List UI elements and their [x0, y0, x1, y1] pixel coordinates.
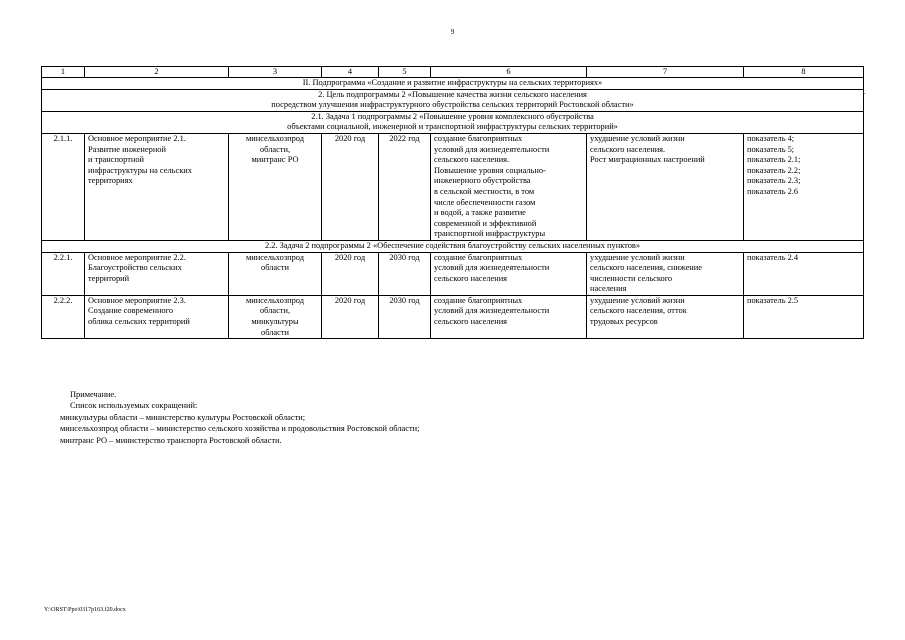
- task2-row: [42, 240, 864, 252]
- text-line: условий для жизнедеятельности: [434, 144, 550, 154]
- text-line: области: [261, 263, 289, 273]
- text-line: создание благоприятных: [434, 133, 523, 143]
- text-line: в сельской местности, в том: [434, 186, 535, 196]
- measure-indicators: [744, 133, 864, 240]
- text-line: условий для жизнедеятельности: [434, 306, 550, 316]
- notes-subtitle: Список используемых сокращений:: [70, 401, 198, 411]
- text-line: Благоустройство сельских: [88, 263, 182, 273]
- measures-table: [41, 66, 864, 339]
- text-line: минтранс РО: [251, 155, 299, 165]
- text-line: области,: [259, 144, 291, 154]
- text-line: создание благоприятных: [434, 295, 523, 305]
- col-number: 3: [229, 67, 322, 78]
- text-line: показатель 5;: [747, 144, 795, 154]
- section-title-row: [42, 78, 864, 90]
- text-line: Основное мероприятие 2.2.: [88, 252, 186, 262]
- col-number: 4: [322, 67, 379, 78]
- text-line: показатель 2.3;: [747, 176, 801, 186]
- text-line: Повышение уровня социально-: [434, 165, 546, 175]
- task2-title: 2.2. Задача 2 подпрограммы 2 «Обеспечение содействия благоустройству сельских населенных пунктов»: [42, 240, 864, 252]
- notes-block: [60, 389, 419, 446]
- measure-end: 2030 год: [379, 252, 431, 295]
- measure-end: 2030 год: [379, 295, 431, 338]
- measure-indicators: [744, 295, 864, 338]
- text-line: транспортной инфраструктуры: [434, 229, 546, 239]
- file-path: Y:\ORST\Ppo\0317p163.f20.docx: [44, 607, 126, 613]
- measure-name: [85, 133, 229, 240]
- table-row: [42, 252, 864, 295]
- text-line: показатель 2.5: [747, 295, 799, 305]
- text-line: инфраструктуры на сельских: [88, 165, 192, 175]
- text-line: ухудшение условий жизни: [590, 133, 685, 143]
- task1-line: объектами социальной, инженерной и транспортной инфраструктуры сельских территорий»: [287, 122, 618, 132]
- text-line: облика сельских территорий: [88, 317, 190, 327]
- notes-title: Примечание.: [70, 390, 117, 399]
- text-line: инженерного обустройства: [434, 176, 531, 186]
- text-line: Основное мероприятие 2.1.: [88, 133, 186, 143]
- text-line: минкультуры: [251, 317, 299, 327]
- margin-mark: .: [864, 88, 866, 96]
- text-line: и водой, а также развитие: [434, 208, 526, 218]
- goal-row: [42, 89, 864, 111]
- text-line: области,: [259, 306, 291, 316]
- text-line: современной и эффективной: [434, 218, 537, 228]
- measure-result: [431, 295, 587, 338]
- text-line: ухудшение условий жизни: [590, 252, 685, 262]
- text-line: населения: [590, 284, 627, 294]
- measure-number: 2.2.1.: [42, 252, 85, 295]
- text-line: минсельхозпрод: [245, 252, 305, 262]
- text-line: Развитие инженерной: [88, 144, 166, 154]
- notes-item: минтранс РО – министерство транспорта Ростовской области.: [60, 435, 282, 445]
- section-title: II. Подпрограмма «Создание и развитие инфраструктуры на сельских территориях»: [42, 78, 864, 90]
- text-line: сельского населения, отток: [590, 306, 687, 316]
- text-line: численности сельского: [590, 273, 673, 283]
- notes-item: минкультуры области – министерство культуры Ростовской области;: [60, 412, 306, 422]
- table-row: [42, 133, 864, 240]
- col-number: 5: [379, 67, 431, 78]
- page-number: 9: [450, 28, 455, 36]
- measure-result: [431, 252, 587, 295]
- text-line: ухудшение условий жизни: [590, 295, 685, 305]
- text-line: трудовых ресурсов: [590, 317, 658, 327]
- measure-indicators: [744, 252, 864, 295]
- text-line: показатель 2.6: [747, 186, 799, 196]
- measure-number: 2.2.2.: [42, 295, 85, 338]
- text-line: показатель 2.1;: [747, 155, 801, 165]
- col-number: 7: [587, 67, 744, 78]
- measure-start: 2020 год: [322, 295, 379, 338]
- measure-number: 2.1.1.: [42, 133, 85, 240]
- task1-title: [42, 111, 864, 133]
- task1-line: 2.1. Задача 1 подпрограммы 2 «Повышение уровня комплексного обустройства: [311, 111, 594, 121]
- text-line: территориях: [88, 176, 133, 186]
- measure-name: [85, 252, 229, 295]
- text-line: минсельхозпрод: [245, 133, 305, 143]
- text-line: условий для жизнедеятельности: [434, 263, 550, 273]
- measure-consequence: [587, 295, 744, 338]
- task1-row: [42, 111, 864, 133]
- text-line: минсельхозпрод: [245, 295, 305, 305]
- text-line: территорий: [88, 273, 130, 283]
- col-number: 8: [744, 67, 864, 78]
- measure-executor: [229, 133, 322, 240]
- measure-consequence: [587, 252, 744, 295]
- column-numbers-row: [42, 67, 864, 78]
- text-line: создание благоприятных: [434, 252, 523, 262]
- table-row: [42, 295, 864, 338]
- measure-executor: [229, 252, 322, 295]
- col-number: 2: [85, 67, 229, 78]
- text-line: Основное мероприятие 2.3.: [88, 295, 186, 305]
- measure-result: [431, 133, 587, 240]
- notes-item: минсельхозпрод области – министерство сельского хозяйства и продовольствия Ростовской области;: [60, 424, 420, 434]
- text-line: показатель 2.2;: [747, 165, 801, 175]
- text-line: и транспортной: [88, 155, 144, 165]
- measure-start: 2020 год: [322, 133, 379, 240]
- col-number: 1: [42, 67, 85, 78]
- text-line: Создание современного: [88, 306, 174, 316]
- measure-start: 2020 год: [322, 252, 379, 295]
- text-line: показатель 4;: [747, 133, 795, 143]
- text-line: сельского населения: [434, 317, 508, 327]
- text-line: сельского населения.: [590, 144, 666, 154]
- text-line: области: [261, 327, 289, 337]
- col-number: 6: [431, 67, 587, 78]
- measure-consequence: [587, 133, 744, 240]
- measure-end: 2022 год: [379, 133, 431, 240]
- text-line: числе обеспеченности газом: [434, 197, 536, 207]
- goal-line: 2. Цель подпрограммы 2 «Повышение качества жизни сельского населения: [318, 89, 587, 99]
- measure-name: [85, 295, 229, 338]
- measure-executor: [229, 295, 322, 338]
- text-line: Рост миграционных настроений: [590, 155, 705, 165]
- goal-line: посредством улучшения инфраструктурного обустройства сельских территорий Ростовской области»: [271, 100, 634, 110]
- text-line: сельского населения: [434, 273, 508, 283]
- text-line: сельского населения, снижение: [590, 263, 702, 273]
- goal-title: [42, 89, 864, 111]
- text-line: сельского населения.: [434, 155, 510, 165]
- text-line: показатель 2.4: [747, 252, 799, 262]
